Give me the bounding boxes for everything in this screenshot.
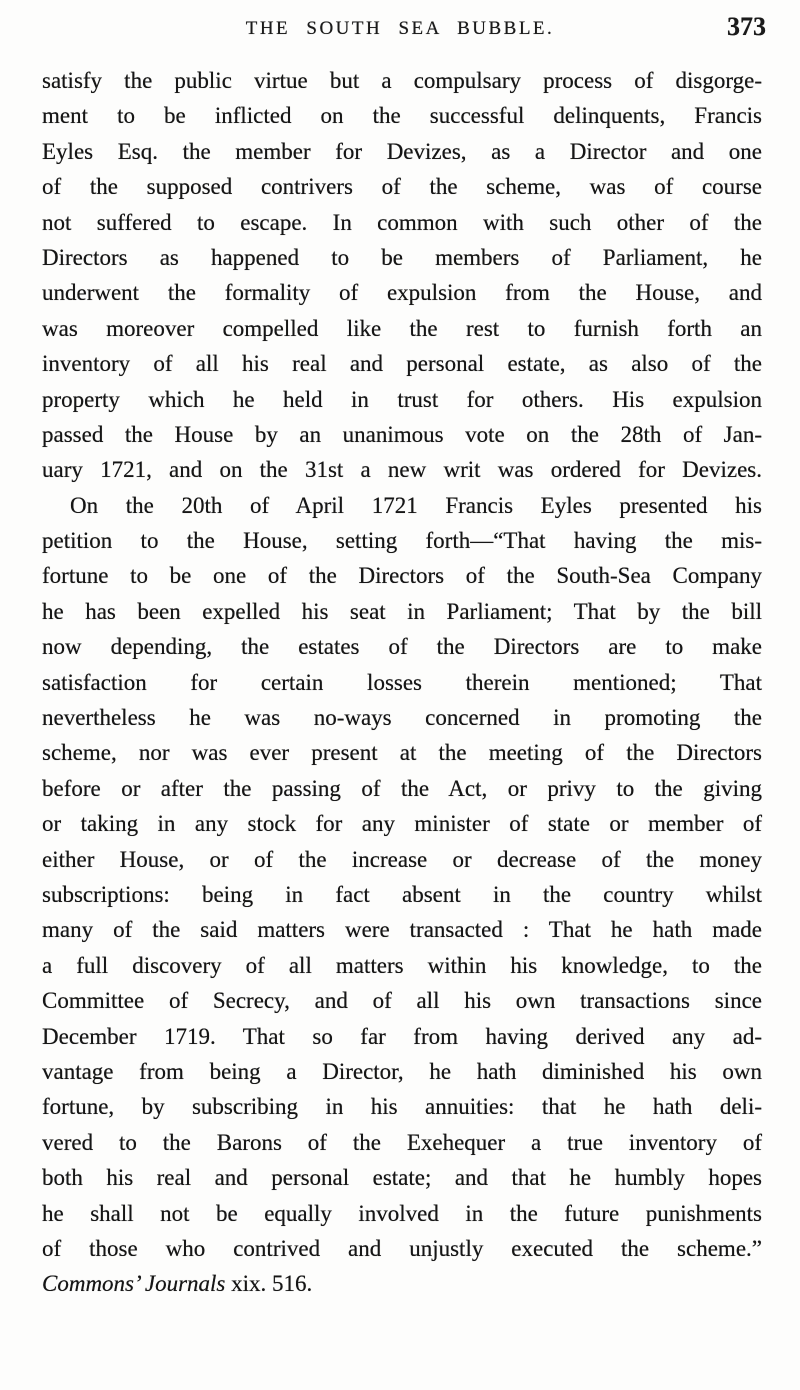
text-line: he has been expelled his seat in Parliament; That by the bill	[42, 598, 762, 624]
text-line: property which he held in trust for others. His expulsion	[42, 386, 762, 412]
text-line: uary 1721, and on the 31st a new writ was ordered for Devizes.	[42, 457, 762, 483]
text-line: satisfaction for certain losses therein mentioned; That	[42, 669, 762, 695]
text-line: subscriptions: being in fact absent in the country whilst	[42, 881, 762, 907]
text-line: inventory of all his real and personal estate, as also of the	[42, 351, 762, 377]
text-line: passed the House by an unanimous vote on the 28th of Jan-	[42, 421, 762, 447]
text-line: before or after the passing of the Act, or privy to the giving	[42, 775, 762, 801]
text-line: fortune, by subscribing in his annuities: that he hath deli-	[42, 1094, 762, 1120]
text-line: vered to the Barons of the Exehequer a true inventory of	[42, 1129, 762, 1155]
text-line: of the supposed contrivers of the scheme, was of course	[42, 174, 762, 200]
text-line: On the 20th of April 1721 Francis Eyles presented his	[70, 492, 762, 518]
page-body	[42, 63, 762, 1302]
citation-line	[42, 1266, 762, 1301]
text-line: satisfy the public virtue but a compulsary process of disgorge-	[42, 68, 762, 93]
text-line: Committee of Secrecy, and of all his own transactions since	[42, 988, 762, 1014]
text-line: vantage from being a Director, he hath diminished his own	[42, 1058, 762, 1084]
text-line: December 1719. That so far from having derived any ad-	[42, 1023, 762, 1049]
running-header-title: THE SOUTH SEA BUBBLE.	[245, 18, 555, 39]
text-line: now depending, the estates of the Directors are to make	[42, 634, 762, 660]
text-line: scheme, nor was ever present at the meeting of the Directors	[42, 740, 762, 766]
text-line: not suffered to escape. In common with such other of the	[42, 209, 762, 235]
text-line: either House, or of the increase or decrease of the money	[42, 846, 762, 872]
text-line: he shall not be equally involved in the future punishments	[42, 1200, 762, 1226]
text-line: Eyles Esq. the member for Devizes, as a Director and one	[42, 138, 762, 164]
text-line: fortune to be one of the Directors of the South-Sea Company	[42, 563, 762, 589]
text-line: of those who contrived and unjustly executed the scheme.”	[42, 1235, 762, 1261]
text-line: both his real and personal estate; and that he humbly hopes	[42, 1165, 762, 1191]
text-line: Directors as happened to be members of Parliament, he	[42, 244, 762, 270]
text-line: many of the said matters were transacted : That he hath made	[42, 917, 762, 943]
text-line: was moreover compelled like the rest to furnish forth an	[42, 315, 762, 341]
citation-reference: xix. 516.	[225, 1271, 313, 1297]
text-line: nevertheless he was no-ways concerned in promoting the	[42, 705, 762, 731]
text-line: underwent the formality of expulsion from the House, and	[42, 280, 762, 306]
text-line: petition to the House, setting forth—“That having the mis-	[42, 528, 762, 554]
page-number: 373	[727, 12, 766, 41]
text-line: a full discovery of all matters within his knowledge, to the	[42, 952, 762, 978]
text-line: or taking in any stock for any minister of state or member of	[42, 811, 762, 837]
citation-source: Commons’ Journals	[42, 1271, 226, 1297]
text-line: ment to be inflicted on the successful delinquents, Francis	[42, 103, 762, 129]
